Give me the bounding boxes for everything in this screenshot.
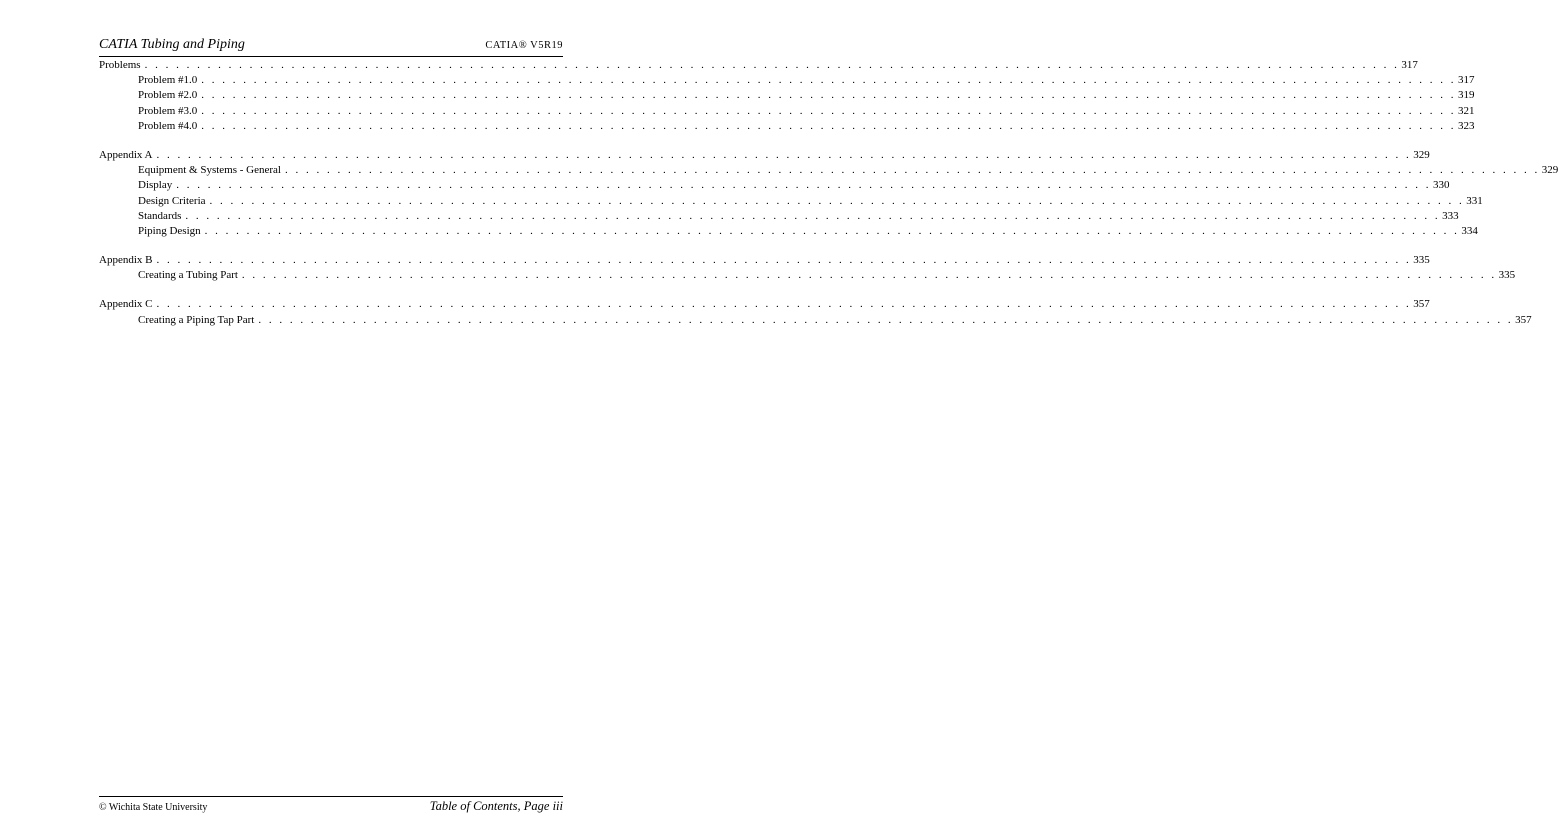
toc-section-entry[interactable] [99,58,1418,73]
toc-entry-label: Problem #4.0 [138,119,201,134]
toc-entry-label: Display [138,178,176,193]
toc-group [99,297,1532,327]
toc-entry-label: Creating a Tubing Part [138,268,242,283]
toc-subsection-entry[interactable] [99,119,1475,134]
toc-entry-page-number: 335 [1411,253,1430,268]
toc-dot-leader: . . . . . . . . . . . . . . . . . . . . . . . . . . . . . . . . . . . . . . . . . . . . . . . . . . . . . . . . . . . . . . . . . . . . . . . . . . . . . . . . . . . . . . . . . . . . . . . . . . . . . . . . . . . . . . . . . . . . . . . . [284,164,1540,177]
toc-entry-page-number: 333 [1440,209,1459,224]
toc-entry-label: Piping Design [138,224,205,239]
toc-dot-leader: . . . . . . . . . . . . . . . . . . . . . . . . . . . . . . . . . . . . . . . . . . . . . . . . . . . . . . . . . . . . . . . . . . . . . . . . . . . . . . . . . . . . . . . . . . . . . . . . . . . . . . . . . . . . . . . . . . . . . . . . [201,89,1457,102]
toc-subsection-entry[interactable] [99,163,1558,178]
document-title: CATIA Tubing and Piping [99,37,245,52]
toc-subsection-entry[interactable] [99,194,1483,209]
table-of-contents [99,58,1558,342]
toc-section-entry[interactable] [99,253,1430,268]
toc-dot-leader: . . . . . . . . . . . . . . . . . . . . . . . . . . . . . . . . . . . . . . . . . . . . . . . . . . . . . . . . . . . . . . . . . . . . . . . . . . . . . . . . . . . . . . . . . . . . . . . . . . . . . . . . . . . . . . . . . . . . . . . . [241,269,1497,282]
toc-dot-leader: . . . . . . . . . . . . . . . . . . . . . . . . . . . . . . . . . . . . . . . . . . . . . . . . . . . . . . . . . . . . . . . . . . . . . . . . . . . . . . . . . . . . . . . . . . . . . . . . . . . . . . . . . . . . . . . . . . . . . . . . [156,254,1412,267]
toc-entry-page-number: 334 [1459,224,1478,239]
toc-subsection-entry[interactable] [99,268,1516,283]
page-footer [99,796,563,817]
toc-entry-page-number: 357 [1411,297,1430,312]
toc-entry-page-number: 330 [1431,178,1450,193]
toc-group [99,148,1558,239]
toc-entry-page-number: 335 [1497,268,1516,283]
toc-dot-leader: . . . . . . . . . . . . . . . . . . . . . . . . . . . . . . . . . . . . . . . . . . . . . . . . . . . . . . . . . . . . . . . . . . . . . . . . . . . . . . . . . . . . . . . . . . . . . . . . . . . . . . . . . . . . . . . . . . . . . . . . [156,148,1412,161]
toc-entry-page-number: 357 [1513,313,1532,328]
copyright-notice: © Wichita State University [99,802,208,813]
toc-dot-leader: . . . . . . . . . . . . . . . . . . . . . . . . . . . . . . . . . . . . . . . . . . . . . . . . . . . . . . . . . . . . . . . . . . . . . . . . . . . . . . . . . . . . . . . . . . . . . . . . . . . . . . . . . . . . . . . . . . . . . . . . [201,119,1457,132]
toc-entry-label: Problem #3.0 [138,104,201,119]
toc-entry-page-number: 317 [1456,73,1475,88]
toc-section-entry[interactable] [99,297,1430,312]
toc-subsection-entry[interactable] [99,178,1450,193]
toc-entry-label: Problems [99,58,145,73]
toc-subsection-entry[interactable] [99,88,1475,103]
toc-entry-label: Problem #2.0 [138,88,201,103]
software-version: CATIA® V5R19 [485,40,563,51]
toc-dot-leader: . . . . . . . . . . . . . . . . . . . . . . . . . . . . . . . . . . . . . . . . . . . . . . . . . . . . . . . . . . . . . . . . . . . . . . . . . . . . . . . . . . . . . . . . . . . . . . . . . . . . . . . . . . . . . . . . . . . . . . . . [156,298,1412,311]
toc-dot-leader: . . . . . . . . . . . . . . . . . . . . . . . . . . . . . . . . . . . . . . . . . . . . . . . . . . . . . . . . . . . . . . . . . . . . . . . . . . . . . . . . . . . . . . . . . . . . . . . . . . . . . . . . . . . . . . . . . . . . . . . . [258,313,1514,326]
page-header [99,36,563,57]
toc-dot-leader: . . . . . . . . . . . . . . . . . . . . . . . . . . . . . . . . . . . . . . . . . . . . . . . . . . . . . . . . . . . . . . . . . . . . . . . . . . . . . . . . . . . . . . . . . . . . . . . . . . . . . . . . . . . . . . . . . . . . . . . . [185,209,1441,222]
toc-dot-leader: . . . . . . . . . . . . . . . . . . . . . . . . . . . . . . . . . . . . . . . . . . . . . . . . . . . . . . . . . . . . . . . . . . . . . . . . . . . . . . . . . . . . . . . . . . . . . . . . . . . . . . . . . . . . . . . . . . . . . . . . [144,59,1400,71]
toc-dot-leader: . . . . . . . . . . . . . . . . . . . . . . . . . . . . . . . . . . . . . . . . . . . . . . . . . . . . . . . . . . . . . . . . . . . . . . . . . . . . . . . . . . . . . . . . . . . . . . . . . . . . . . . . . . . . . . . . . . . . . . . . [204,224,1460,237]
toc-subsection-entry[interactable] [99,73,1475,88]
page-label: Table of Contents, Page iii [429,799,563,813]
toc-dot-leader: . . . . . . . . . . . . . . . . . . . . . . . . . . . . . . . . . . . . . . . . . . . . . . . . . . . . . . . . . . . . . . . . . . . . . . . . . . . . . . . . . . . . . . . . . . . . . . . . . . . . . . . . . . . . . . . . . . . . . . . . [209,194,1465,207]
toc-entry-label: Design Criteria [138,194,210,209]
toc-dot-leader: . . . . . . . . . . . . . . . . . . . . . . . . . . . . . . . . . . . . . . . . . . . . . . . . . . . . . . . . . . . . . . . . . . . . . . . . . . . . . . . . . . . . . . . . . . . . . . . . . . . . . . . . . . . . . . . . . . . . . . . . [201,74,1457,87]
toc-subsection-entry[interactable] [99,224,1478,239]
toc-entry-page-number: 319 [1456,88,1475,103]
toc-subsection-entry[interactable] [99,313,1532,328]
toc-entry-label: Equipment & Systems - General [138,163,285,178]
toc-entry-label: Standards [138,209,185,224]
toc-entry-label: Appendix B [99,253,156,268]
toc-entry-page-number: 317 [1399,58,1418,73]
toc-group [99,58,1475,134]
toc-entry-page-number: 331 [1464,194,1483,209]
toc-dot-leader: . . . . . . . . . . . . . . . . . . . . . . . . . . . . . . . . . . . . . . . . . . . . . . . . . . . . . . . . . . . . . . . . . . . . . . . . . . . . . . . . . . . . . . . . . . . . . . . . . . . . . . . . . . . . . . . . . . . . . . . . [176,179,1431,192]
toc-dot-leader: . . . . . . . . . . . . . . . . . . . . . . . . . . . . . . . . . . . . . . . . . . . . . . . . . . . . . . . . . . . . . . . . . . . . . . . . . . . . . . . . . . . . . . . . . . . . . . . . . . . . . . . . . . . . . . . . . . . . . . . . [201,104,1457,117]
toc-entry-label: Creating a Piping Tap Part [138,313,258,328]
toc-entry-label: Appendix C [99,297,156,312]
toc-section-entry[interactable] [99,148,1430,163]
toc-entry-label: Problem #1.0 [138,73,201,88]
toc-entry-page-number: 329 [1411,148,1430,163]
toc-entry-page-number: 323 [1456,119,1475,134]
toc-entry-page-number: 321 [1456,104,1475,119]
toc-entry-label: Appendix A [99,148,156,163]
toc-group [99,253,1516,283]
toc-entry-page-number: 329 [1540,163,1558,178]
toc-subsection-entry[interactable] [99,209,1459,224]
toc-subsection-entry[interactable] [99,104,1475,119]
